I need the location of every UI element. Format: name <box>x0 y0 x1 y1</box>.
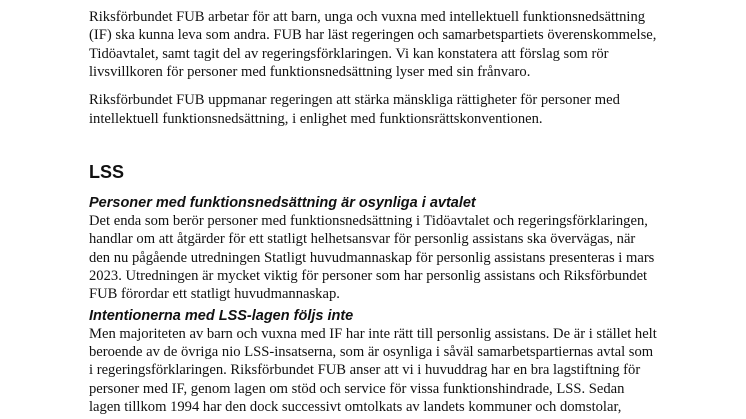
text-line: livsvillkoren för personer med funktionsnedsättning lyser med sin frånvaro. <box>89 64 531 81</box>
intro-paragraph-1 <box>89 8 729 81</box>
subsection-paragraph <box>89 212 729 304</box>
document-page <box>89 8 729 417</box>
subsection-heading: Intentionerna med LSS-lagen följs inte <box>89 307 354 324</box>
text-line: Riksförbundet FUB arbetar för att barn, unga och vuxna med intellektuell funktionsnedsättning <box>89 9 646 25</box>
subsection-paragraph <box>89 325 729 417</box>
text-line: intellektuell funktionsnedsättning, i enlighet med funktionsrättskonventionen. <box>89 110 543 127</box>
text-line: personer med IF, genom lagen om stöd och service för vissa funktionshindrade, LSS. Sedan <box>89 380 625 397</box>
text-line: den nu pågående utredningen Statligt huvudmannaskap för personlig assistans presenteras i mars <box>89 249 655 266</box>
text-line: i regeringsförklaringen. Riksförbundet FUB anser att vi i huvuddrag har en bra lagstiftning för <box>89 362 641 379</box>
text-line: lagen tillkom 1994 har den dock successivt omtolkats av landets kommuner och domstolar, <box>89 399 622 416</box>
text-line: (IF) ska kunna leva som andra. FUB har läst regeringen och samarbetspartiets överenskommelse, <box>89 27 657 44</box>
text-line: Det enda som berör personer med funktionsnedsättning i Tidöavtalet och regeringsförklaringen, <box>89 213 648 230</box>
text-line: FUB förordar ett statligt huvudmannaskap. <box>89 286 340 303</box>
section-heading: LSS <box>89 162 125 183</box>
intro-paragraph-2 <box>89 91 729 128</box>
text-line: beroende av de övriga nio LSS-insatserna, som är osynliga i såväl samarbetspartiernas avtal som <box>89 344 654 361</box>
text-line: Men majoriteten av barn och vuxna med IF har inte rätt till personlig assistans. De är i stället helt <box>89 325 657 342</box>
text-line: Riksförbundet FUB uppmanar regeringen att stärka mänskliga rättigheter för personer med <box>89 92 620 109</box>
text-line: handlar om att åtgärder för ett statligt helhetsansvar för personlig assistans ska övervägas, när <box>89 231 636 248</box>
text-line: 2023. Utredningen är mycket viktig för personer som har personlig assistans och Riksförbundet <box>89 268 648 285</box>
subsection-heading: Personer med funktionsnedsättning är osynliga i avtalet <box>89 195 476 212</box>
text-line: Tidöavtalet, samt tagit del av regeringsförklaringen. Vi kan konstatera att förslag som rör <box>89 45 609 62</box>
